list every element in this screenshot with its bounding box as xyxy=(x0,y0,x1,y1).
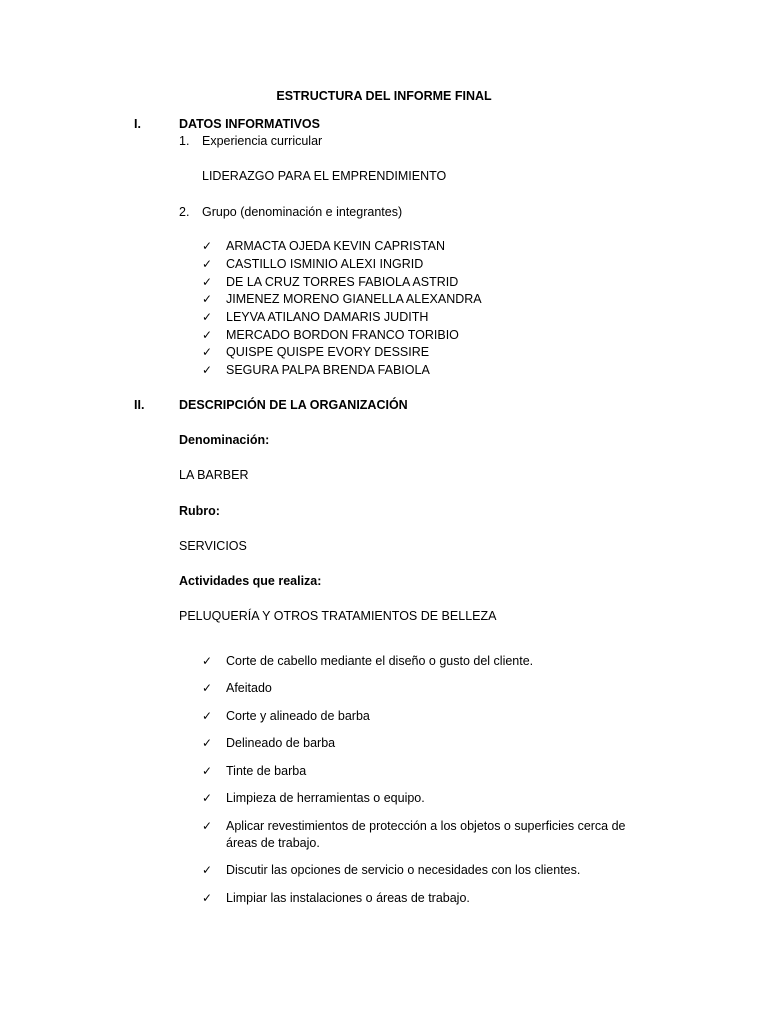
member-item: LEYVA ATILANO DAMARIS JUDITH xyxy=(226,310,429,324)
check-icon: ✓ xyxy=(202,863,213,877)
activity-item: Limpiar las instalaciones o áreas de trabajo. xyxy=(226,891,470,905)
check-icon: ✓ xyxy=(202,275,213,289)
check-icon: ✓ xyxy=(202,239,213,253)
check-icon: ✓ xyxy=(202,736,213,750)
section-1-numeral: I. xyxy=(134,117,141,131)
check-icon: ✓ xyxy=(202,310,213,324)
rubro-label: Rubro: xyxy=(179,504,220,518)
check-icon: ✓ xyxy=(202,891,213,905)
check-icon: ✓ xyxy=(202,709,213,723)
member-item: CASTILLO ISMINIO ALEXI INGRID xyxy=(226,257,424,271)
item-1-number: 1. xyxy=(179,134,190,148)
check-icon: ✓ xyxy=(202,363,213,377)
member-item: SEGURA PALPA BRENDA FABIOLA xyxy=(226,363,430,377)
rubro-value: SERVICIOS xyxy=(179,539,247,553)
check-icon: ✓ xyxy=(202,819,213,833)
member-item: ARMACTA OJEDA KEVIN CAPRISTAN xyxy=(226,239,446,253)
member-item: QUISPE QUISPE EVORY DESSIRE xyxy=(226,345,430,359)
actividades-label: Actividades que realiza: xyxy=(179,574,322,588)
member-item: MERCADO BORDON FRANCO TORIBIO xyxy=(226,328,459,342)
check-icon: ✓ xyxy=(202,345,213,359)
actividades-value: PELUQUERÍA Y OTROS TRATAMIENTOS DE BELLEZA xyxy=(179,609,497,623)
check-icon: ✓ xyxy=(202,328,213,342)
check-icon: ✓ xyxy=(202,681,213,695)
document-title: ESTRUCTURA DEL INFORME FINAL xyxy=(276,89,492,103)
denominacion-value: LA BARBER xyxy=(179,468,249,482)
section-2-numeral: II. xyxy=(134,398,145,412)
member-item: JIMENEZ MORENO GIANELLA ALEXANDRA xyxy=(226,292,482,306)
item-2-label: Grupo (denominación e integrantes) xyxy=(202,205,403,219)
activity-item: Corte de cabello mediante el diseño o gusto del cliente. xyxy=(226,654,534,668)
check-icon: ✓ xyxy=(202,292,213,306)
section-1-heading: DATOS INFORMATIVOS xyxy=(179,117,320,131)
member-item: DE LA CRUZ TORRES FABIOLA ASTRID xyxy=(226,275,459,289)
item-2-number: 2. xyxy=(179,205,190,219)
activity-item: Tinte de barba xyxy=(226,764,307,778)
activity-item: Discutir las opciones de servicio o necesidades con los clientes. xyxy=(226,863,581,877)
course-name: LIDERAZGO PARA EL EMPRENDIMIENTO xyxy=(202,169,447,183)
section-2-heading: DESCRIPCIÓN DE LA ORGANIZACIÓN xyxy=(179,398,408,412)
check-icon: ✓ xyxy=(202,764,213,778)
activity-item: Corte y alineado de barba xyxy=(226,709,370,723)
activity-item: Delineado de barba xyxy=(226,736,336,750)
activity-item: Limpieza de herramientas o equipo. xyxy=(226,791,425,805)
denominacion-label: Denominación: xyxy=(179,433,270,447)
activity-item: Afeitado xyxy=(226,681,272,695)
check-icon: ✓ xyxy=(202,791,213,805)
activity-item: Aplicar revestimientos de protección a los objetos o superficies cerca de áreas de trabajo. xyxy=(226,819,626,850)
check-icon: ✓ xyxy=(202,257,213,271)
check-icon: ✓ xyxy=(202,654,213,668)
item-1-label: Experiencia curricular xyxy=(202,134,323,148)
